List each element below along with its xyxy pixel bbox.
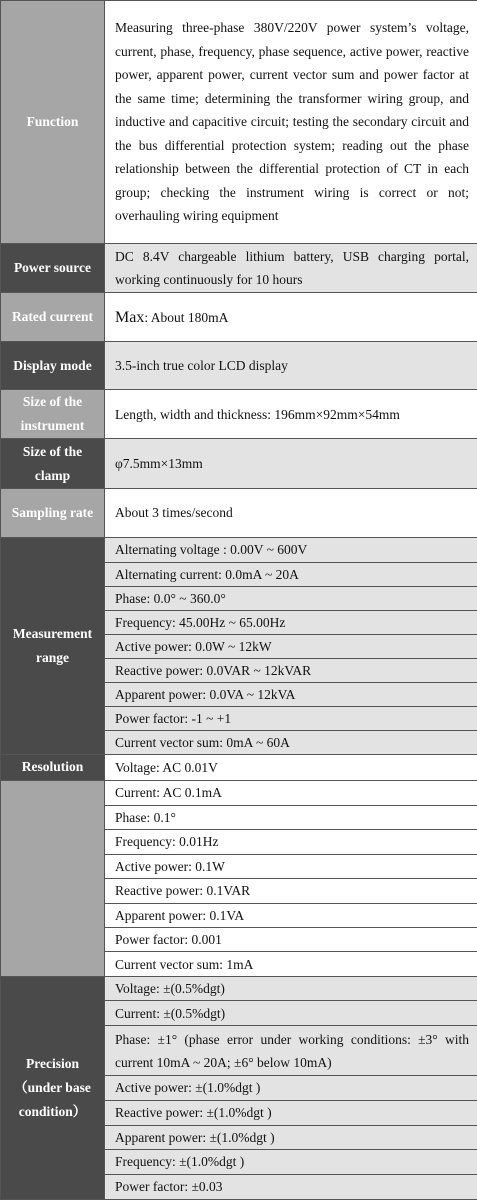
resolution-item: Reactive power: 0.1VAR bbox=[105, 878, 477, 903]
table-row bbox=[1, 390, 477, 439]
precision-item: Reactive power: ±(1.0%dgt ) bbox=[105, 1100, 477, 1125]
value-display-mode: 3.5-inch true color LCD display bbox=[105, 342, 477, 390]
measurement-range-item: Alternating current: 0.0mA ~ 20A bbox=[105, 562, 477, 586]
precision-item: Apparent power: ±(1.0%dgt ) bbox=[105, 1125, 477, 1149]
label-precision: Precision （under base condition） bbox=[1, 977, 105, 1200]
measurement-range-item: Alternating voltage : 0.00V ~ 600V bbox=[105, 537, 477, 562]
value-sampling-rate: About 3 times/second bbox=[105, 488, 477, 537]
resolution-item: Phase: 0.1° bbox=[105, 805, 477, 829]
resolution-label-filler bbox=[1, 780, 105, 977]
resolution-item: Power factor: 0.001 bbox=[105, 927, 477, 951]
table-row bbox=[1, 977, 477, 1001]
measurement-range-item: Apparent power: 0.0VA ~ 12kVA bbox=[105, 683, 477, 707]
value-power-source: DC 8.4V chargeable lithium battery, USB charging portal, working continuously for 10 hours bbox=[105, 243, 477, 292]
measurement-range-item: Power factor: -1 ~ +1 bbox=[105, 707, 477, 731]
label-display-mode: Display mode bbox=[1, 342, 105, 390]
table-row bbox=[1, 755, 477, 780]
value-rated-current bbox=[105, 292, 477, 341]
measurement-range-item: Frequency: 45.00Hz ~ 65.00Hz bbox=[105, 610, 477, 634]
resolution-item: Apparent power: 0.1VA bbox=[105, 903, 477, 927]
label-resolution: Resolution bbox=[1, 755, 105, 780]
table-row bbox=[1, 292, 477, 341]
measurement-range-item: Reactive power: 0.0VAR ~ 12kVAR bbox=[105, 659, 477, 683]
table-row bbox=[1, 243, 477, 292]
measurement-range-item: Active power: 0.0W ~ 12kW bbox=[105, 635, 477, 659]
table-row bbox=[1, 439, 477, 488]
label-size-instrument: Size of the instrument bbox=[1, 390, 105, 439]
label-function: Function bbox=[1, 1, 105, 244]
precision-item: Phase: ±1° (phase error under working conditions: ±3° with current 10mA ~ 20A; ±6° below 10mA) bbox=[105, 1026, 477, 1076]
value-rated-current-prefix: Max bbox=[115, 308, 145, 326]
resolution-item: Frequency: 0.01Hz bbox=[105, 829, 477, 854]
precision-item: Voltage: ±(0.5%dgt) bbox=[105, 977, 477, 1001]
value-size-instrument: Length, width and thickness: 196mm×92mm×54mm bbox=[105, 390, 477, 439]
label-measurement-range: Measurement range bbox=[1, 537, 105, 755]
value-size-clamp: φ7.5mm×13mm bbox=[105, 439, 477, 488]
resolution-item: Active power: 0.1W bbox=[105, 854, 477, 878]
label-rated-current: Rated current bbox=[1, 292, 105, 341]
table-row bbox=[1, 537, 477, 562]
resolution-item: Voltage: AC 0.01V bbox=[105, 755, 477, 780]
table-row bbox=[1, 1, 477, 244]
label-sampling-rate: Sampling rate bbox=[1, 488, 105, 537]
table-row bbox=[1, 488, 477, 537]
resolution-item: Current vector sum: 1mA bbox=[105, 952, 477, 977]
precision-item: Frequency: ±(1.0%dgt ) bbox=[105, 1149, 477, 1174]
label-power-source: Power source bbox=[1, 243, 105, 292]
resolution-item: Current: AC 0.1mA bbox=[105, 780, 477, 805]
precision-item: Active power: ±(1.0%dgt ) bbox=[105, 1076, 477, 1100]
precision-item: Power factor: ±0.03 bbox=[105, 1174, 477, 1199]
table-row bbox=[1, 342, 477, 390]
measurement-range-item: Current vector sum: 0mA ~ 60A bbox=[105, 731, 477, 755]
measurement-range-item: Phase: 0.0° ~ 360.0° bbox=[105, 586, 477, 610]
value-function: Measuring three-phase 380V/220V power system’s voltage, current, phase, frequency, phase sequence, active power, reactive power, apparent power, current vector sum and power factor at the same time; determining the transformer wiring group, and inductive and capacitive circuit; testing the secondary circuit and the bus differential protection system; reading out the phase relationship between the differential protection of CT in each group; checking the instrument wiring is correct or not; overhauling wiring equipment bbox=[105, 1, 477, 244]
precision-item: Current: ±(0.5%dgt) bbox=[105, 1001, 477, 1026]
value-rated-current-text: : About 180mA bbox=[144, 309, 229, 325]
table-row bbox=[1, 780, 477, 805]
label-size-clamp: Size of the clamp bbox=[1, 439, 105, 488]
